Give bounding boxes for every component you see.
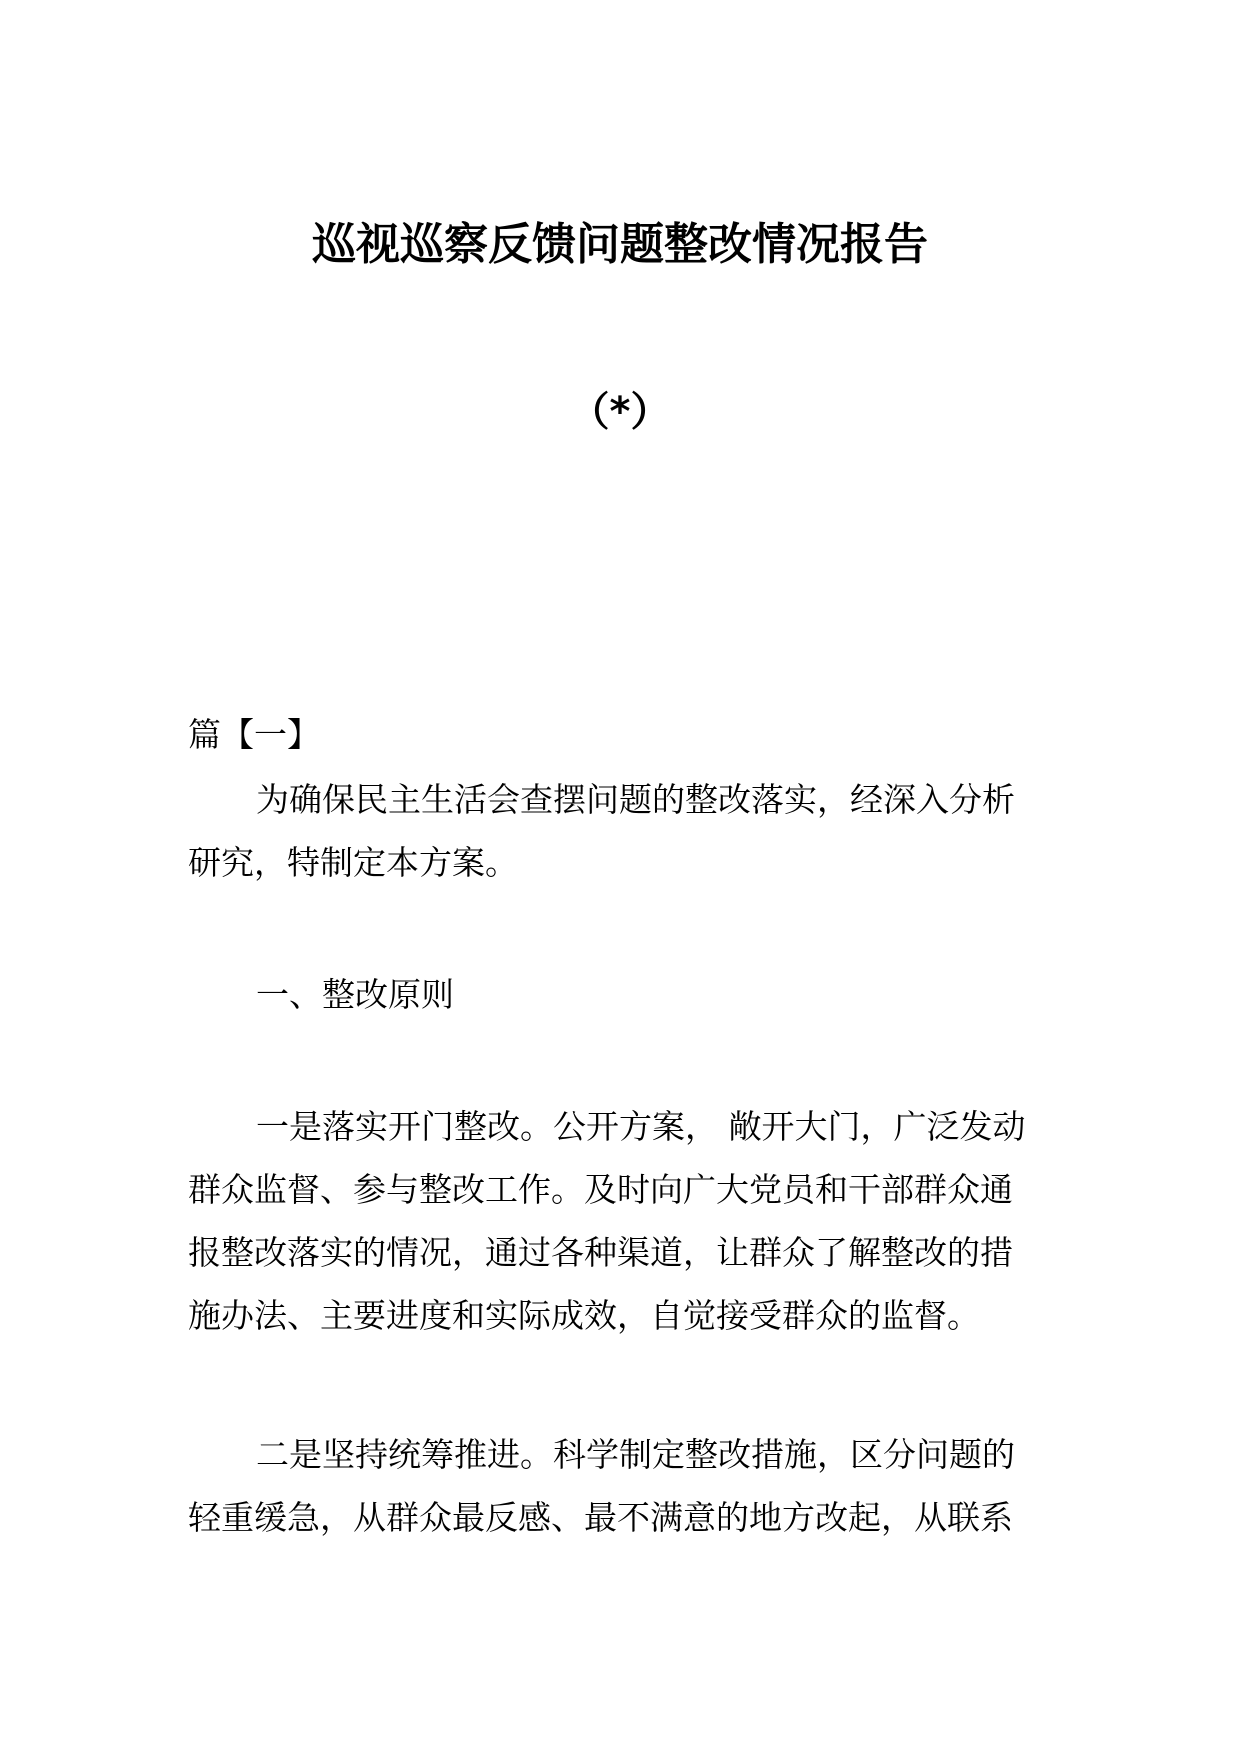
document-title: 巡视巡察反馈问题整改情况报告 — [312, 219, 928, 270]
paragraph-line: 施办法、主要进度和实际成效，自觉接受群众的监督。 — [188, 1296, 980, 1335]
paragraph-line: 报整改落实的情况，通过各种渠道，让群众了解整改的措 — [188, 1233, 1013, 1272]
paragraph-line: 一是落实开门整改。公开方案， 敞开大门，广泛发动 — [256, 1107, 1026, 1146]
intro-line: 为确保民主生活会查摆问题的整改落实，经深入分析 — [256, 780, 1015, 819]
document-subtitle: （*） — [569, 389, 671, 435]
section-heading: 一、整改原则 — [256, 975, 454, 1014]
paragraph-line: 二是坚持统筹推进。科学制定整改措施，区分问题的 — [256, 1435, 1015, 1474]
section-label: 篇【一】 — [188, 715, 320, 754]
paragraph-line: 轻重缓急，从群众最反感、最不满意的地方改起，从联系 — [188, 1498, 1013, 1537]
intro-line: 研究，特制定本方案。 — [188, 843, 518, 882]
paragraph-line: 群众监督、参与整改工作。及时向广大党员和干部群众通 — [188, 1170, 1013, 1209]
